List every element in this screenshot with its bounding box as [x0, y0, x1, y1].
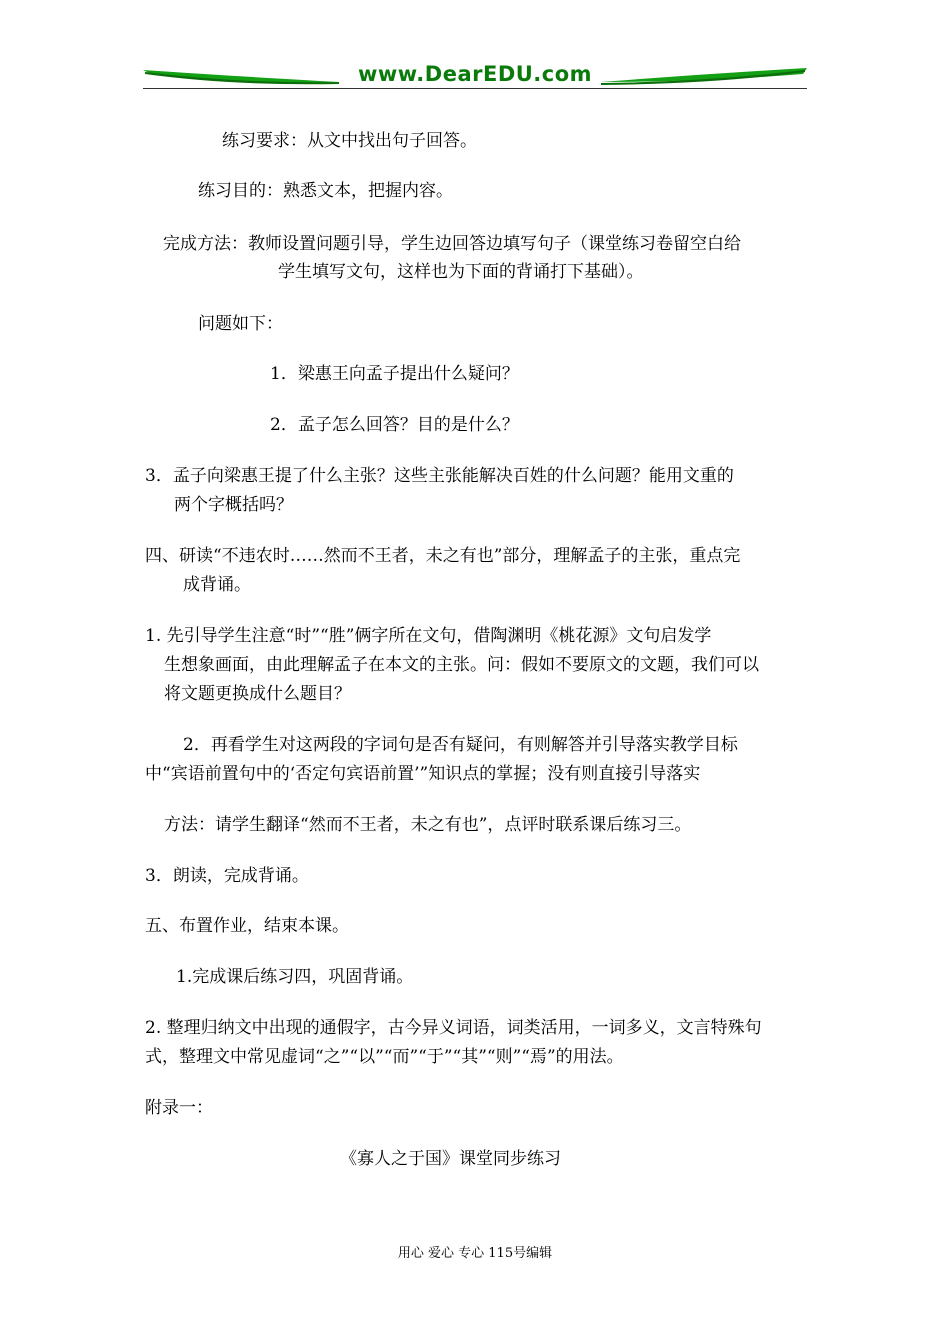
appendix-title: 《寡人之于国》课堂同步练习 — [340, 1149, 561, 1169]
step-2-line-1: 2．再看学生对这两段的字词句是否有疑问，有则解答并引导落实教学目标 — [183, 735, 738, 755]
method-line-2: 学生填写文句，这样也为下面的背诵打下基础）。 — [278, 262, 644, 282]
homework-2-line-2: 式，整理文中常见虚词“之”“以”“而”“于”“其”“则”“焉”的用法。 — [145, 1047, 624, 1067]
questions-heading: 问题如下： — [198, 314, 283, 334]
step-3: 3．朗读，完成背诵。 — [145, 866, 309, 886]
section-5: 五、布置作业，结束本课。 — [145, 916, 349, 936]
site-logo[interactable]: www.DearEDU.com — [357, 62, 593, 86]
question-3-line-2: 两个字概括吗？ — [174, 495, 293, 515]
section-4-line-1: 四、研读“不违农时……然而不王者，未之有也”部分，理解孟子的主张，重点完 — [145, 546, 741, 566]
step-2-line-2: 中“宾语前置句中的‘否定句宾语前置’”知识点的掌握；没有则直接引导落实 — [145, 764, 701, 784]
question-3-line-1: 3．孟子向梁惠王提了什么主张？这些主张能解决百姓的什么问题？能用文重的 — [145, 466, 734, 486]
section-4-line-2: 成背诵。 — [183, 575, 251, 595]
page-footer: 用心 爱心 专心 115号编辑 — [397, 1246, 553, 1261]
homework-2-line-1: 2. 整理归纳文中出现的通假字，古今异义词语，词类活用，一词多义，文言特殊句 — [145, 1018, 762, 1038]
question-2: 2．孟子怎么回答？目的是什么？ — [270, 415, 519, 435]
step-1-line-1: 1. 先引导学生注意“时”“胜”俩字所在文句，借陶渊明《桃花源》文句启发学 — [145, 626, 712, 646]
header-divider — [143, 88, 807, 89]
method-line-1: 完成方法：教师设置问题引导，学生边回答边填写句子（课堂练习卷留空白给 — [163, 234, 741, 254]
practice-purpose: 练习目的：熟悉文本，把握内容。 — [198, 181, 453, 201]
step-1-line-3: 将文题更换成什么题目？ — [164, 684, 351, 704]
question-1: 1．梁惠王向孟子提出什么疑问？ — [270, 364, 519, 384]
step-2-line-3: 方法：请学生翻译“然而不王者，未之有也”，点评时联系课后练习三。 — [164, 815, 692, 835]
practice-requirement: 练习要求：从文中找出句子回答。 — [222, 131, 477, 151]
appendix-label: 附录一： — [145, 1098, 213, 1118]
homework-1: 1.完成课后练习四，巩固背诵。 — [176, 967, 414, 987]
step-1-line-2: 生想象画面，由此理解孟子在本文的主张。问：假如不要原文的文题，我们可以 — [164, 655, 759, 675]
